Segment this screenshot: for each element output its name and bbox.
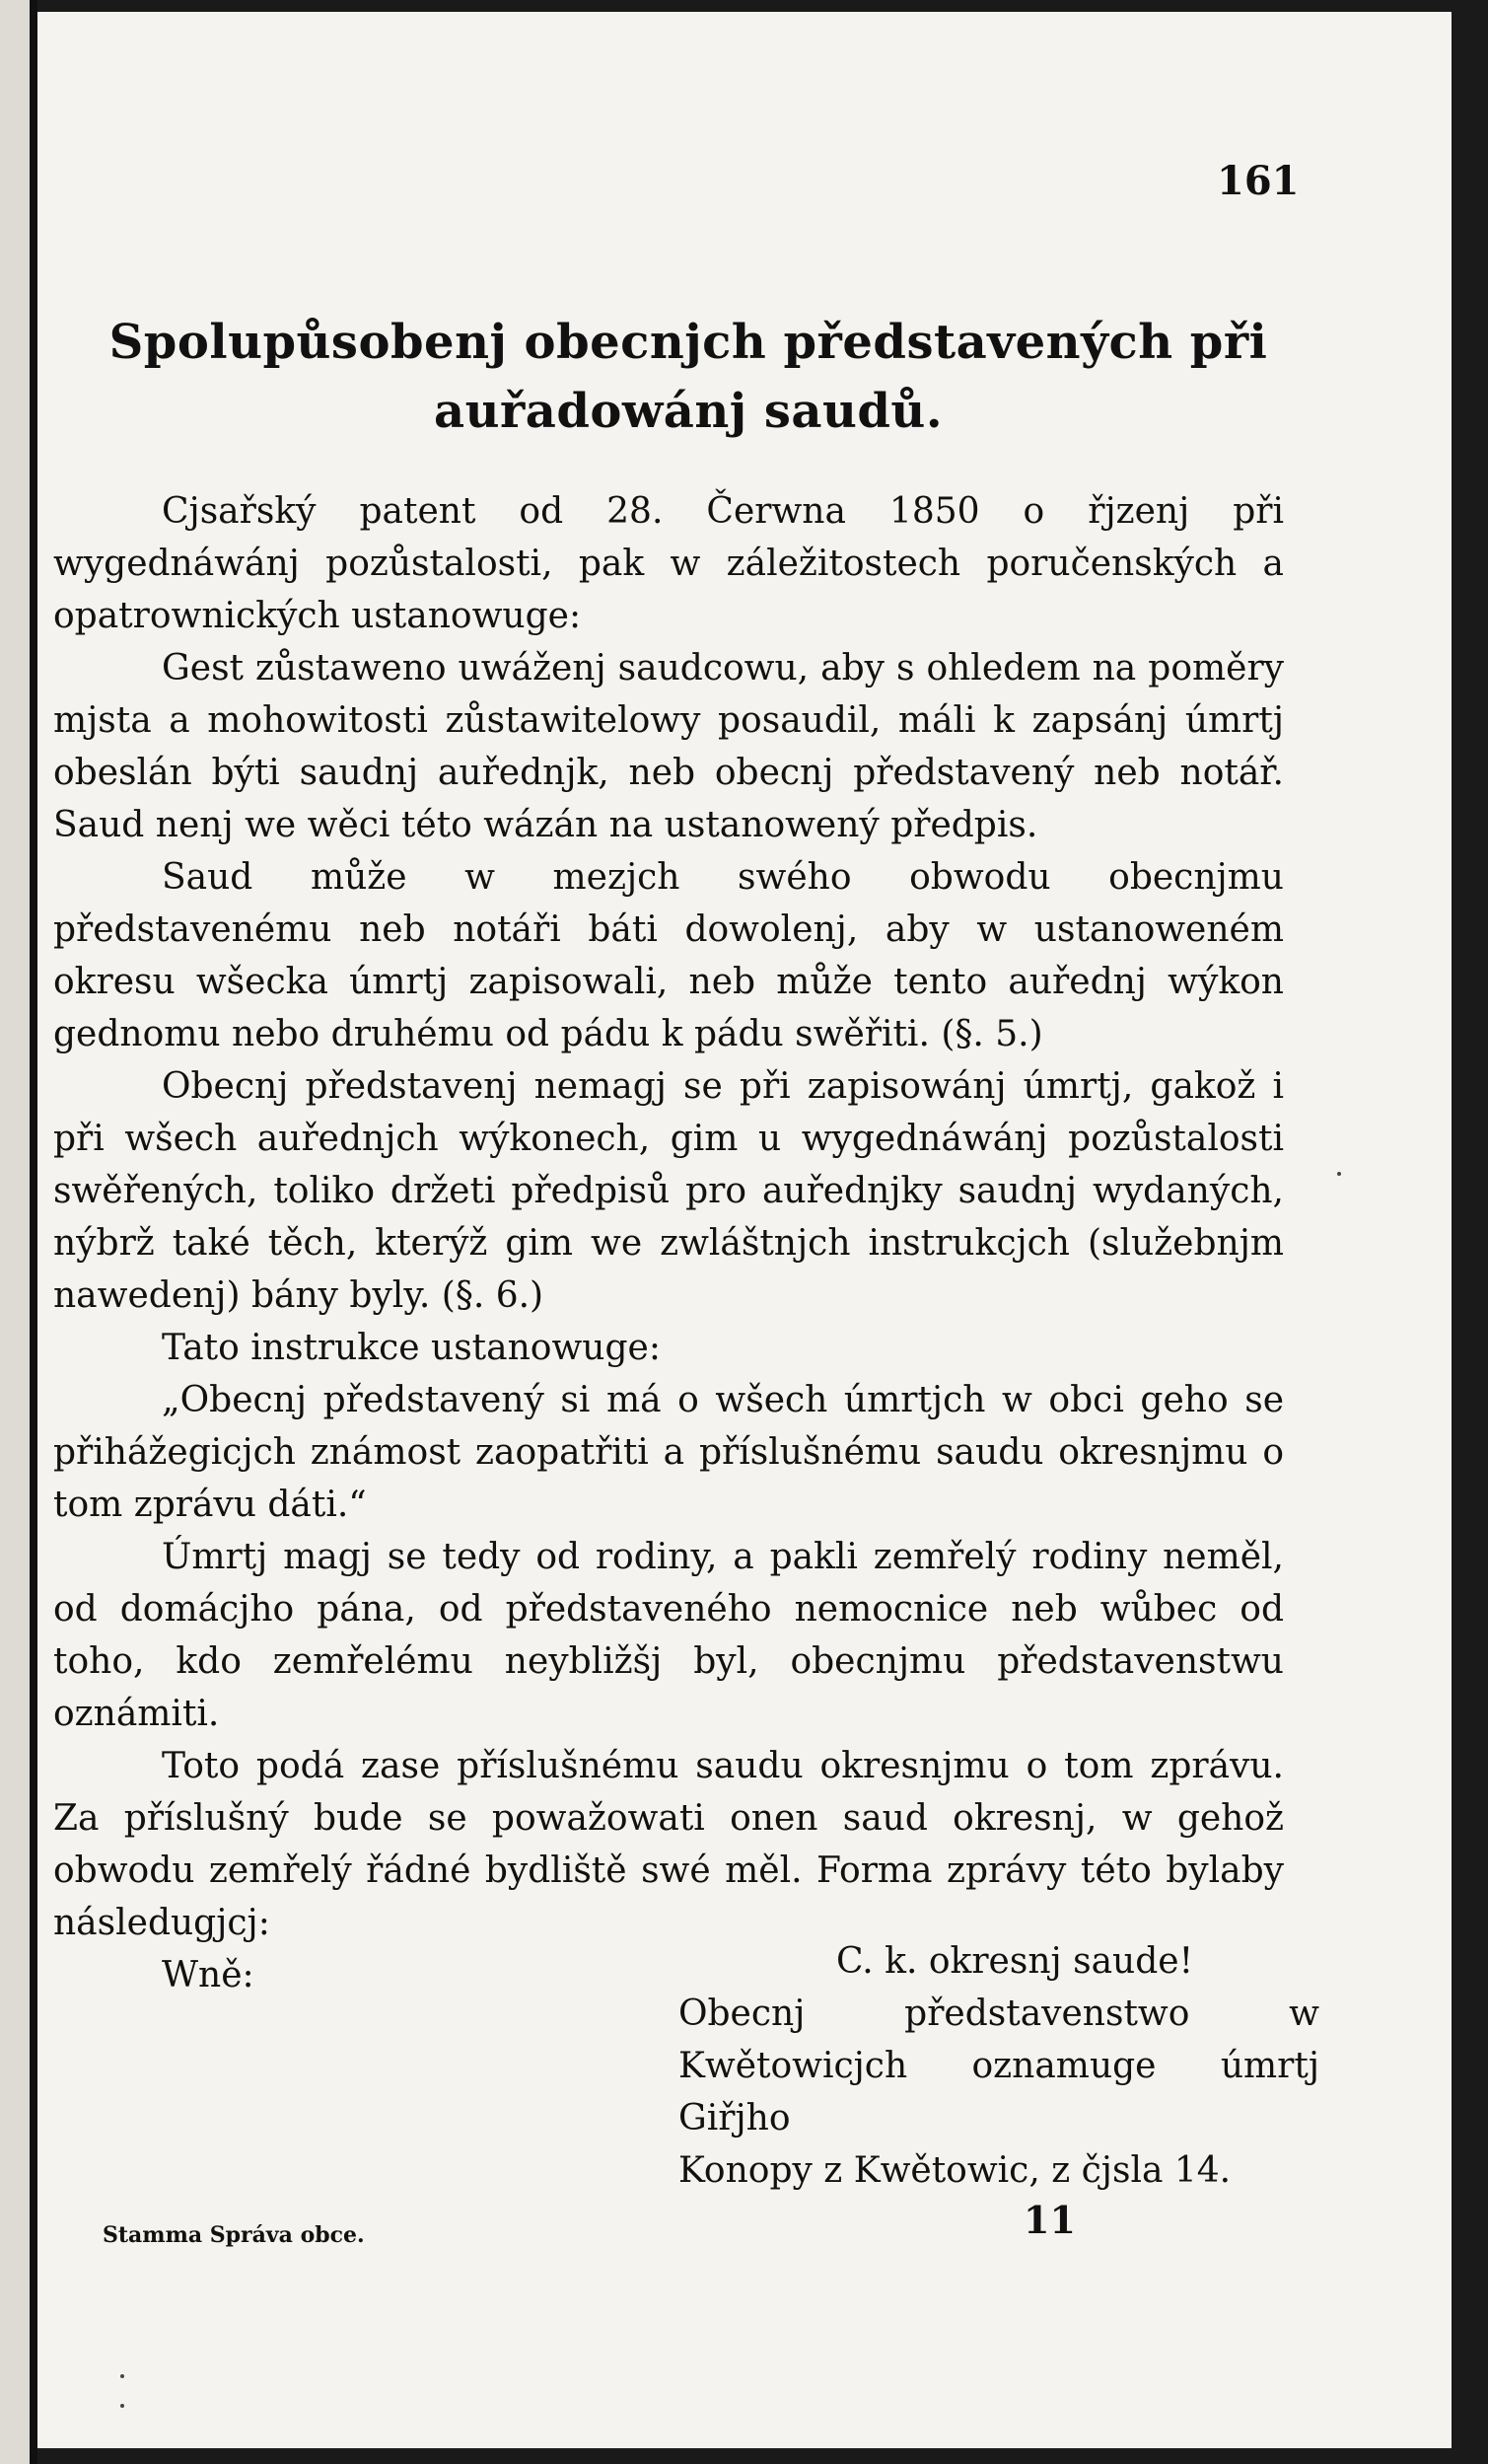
form-body-line-end: Konopy z Kwětowic, z čjsla 14. bbox=[678, 2150, 1232, 2191]
paragraph-salutation-label: Wně: bbox=[162, 1955, 254, 1995]
sheet-number: 11 bbox=[1024, 2198, 1076, 2242]
scan-speck bbox=[1337, 1172, 1341, 1176]
paragraph-jurisdiction: Toto podá zase příslušnému saudu okresnjmu o tom zprávu. Za příslušný bude se powažowati onen saud okresnj, w gehož obwodu zemřelý řádné bydliště swé měl. Forma zprávy této bylaby následugjcj: bbox=[53, 1746, 1284, 1943]
paragraph-instruction-quote: „Obecnj představený si má o wšech úmrtjch w obci geho se přihážegicjch známost zaopatřiti a příslušnému saudu okresnjmu o tom zprávu dáti.“ bbox=[53, 1380, 1284, 1525]
scan-speck bbox=[120, 2374, 124, 2378]
document-page bbox=[37, 12, 1452, 2448]
paragraph-obligations: Obecnj představenj nemagj se při zapisowánj úmrtj, gakož i při wšech auřednjch wýkonech, gim u wygednáwánj pozůstalosti swěřených, toliko držeti předpisů pro auřednjky saudnj wydaných, nýbrž také těch, kterýž gim we zwláštnjch instrukcjch (služebnjm nawedenj) bány byly. (§. 6.) bbox=[53, 1066, 1284, 1316]
paragraph-patent: Cjsařský patent od 28. Čerwna 1850 o řjzenj při wygednáwánj pozůstalosti, pak w záležitostech poručenských a opatrownických ustanowuge: bbox=[53, 491, 1284, 636]
footer-signature-mark: Stamma Správa obce. bbox=[103, 2222, 365, 2248]
paragraph-delegation: Saud může w mezjch swého obwodu obecnjmu představenému neb notáři báti dowolenj, aby w ustanoweném okresu wšecka úmrtj zapisowali, neb může tento auřednj wýkon gednomu nebo druhému od pádu k pádu swěřiti. (§. 5.) bbox=[53, 857, 1284, 1054]
form-body-line: Obecnj představenstwo w Kwětowicjch oznamuge úmrtj Giřjho bbox=[678, 1993, 1319, 2138]
paragraph-discretion: Gest zůstaweno uwáženj saudcowu, aby s ohledem na poměry mjsta a mohowitosti zůstawitelowy posaudil, máli k zapsánj úmrtj obeslán býti saudnj auřednjk, neb obecnj představený neb notář. Saud nenj we wěci této wázán na ustanowený předpis. bbox=[53, 648, 1284, 845]
form-example bbox=[678, 1935, 1319, 2197]
body-text bbox=[53, 485, 1284, 2001]
paragraph-instruction-intro: Tato instrukce ustanowuge: bbox=[162, 1328, 661, 1368]
scan-speck bbox=[120, 2404, 124, 2408]
page-number: 161 bbox=[1217, 158, 1300, 204]
page-gutter bbox=[30, 0, 37, 2464]
section-title: Spolupůsobenj obecnjch představených při auřadowánj saudů. bbox=[108, 315, 1268, 439]
form-addressee: C. k. okresnj saude! bbox=[836, 1941, 1194, 1982]
adjacent-page-edge bbox=[0, 0, 30, 2464]
paragraph-reporting: Úmrtj magj se tedy od rodiny, a pakli zemřelý rodiny neměl, od domácjho pána, od představeného nemocnice neb wůbec od toho, kdo zemřelému neybližšj byl, obecnjmu představenstwu oznámiti. bbox=[53, 1537, 1284, 1734]
